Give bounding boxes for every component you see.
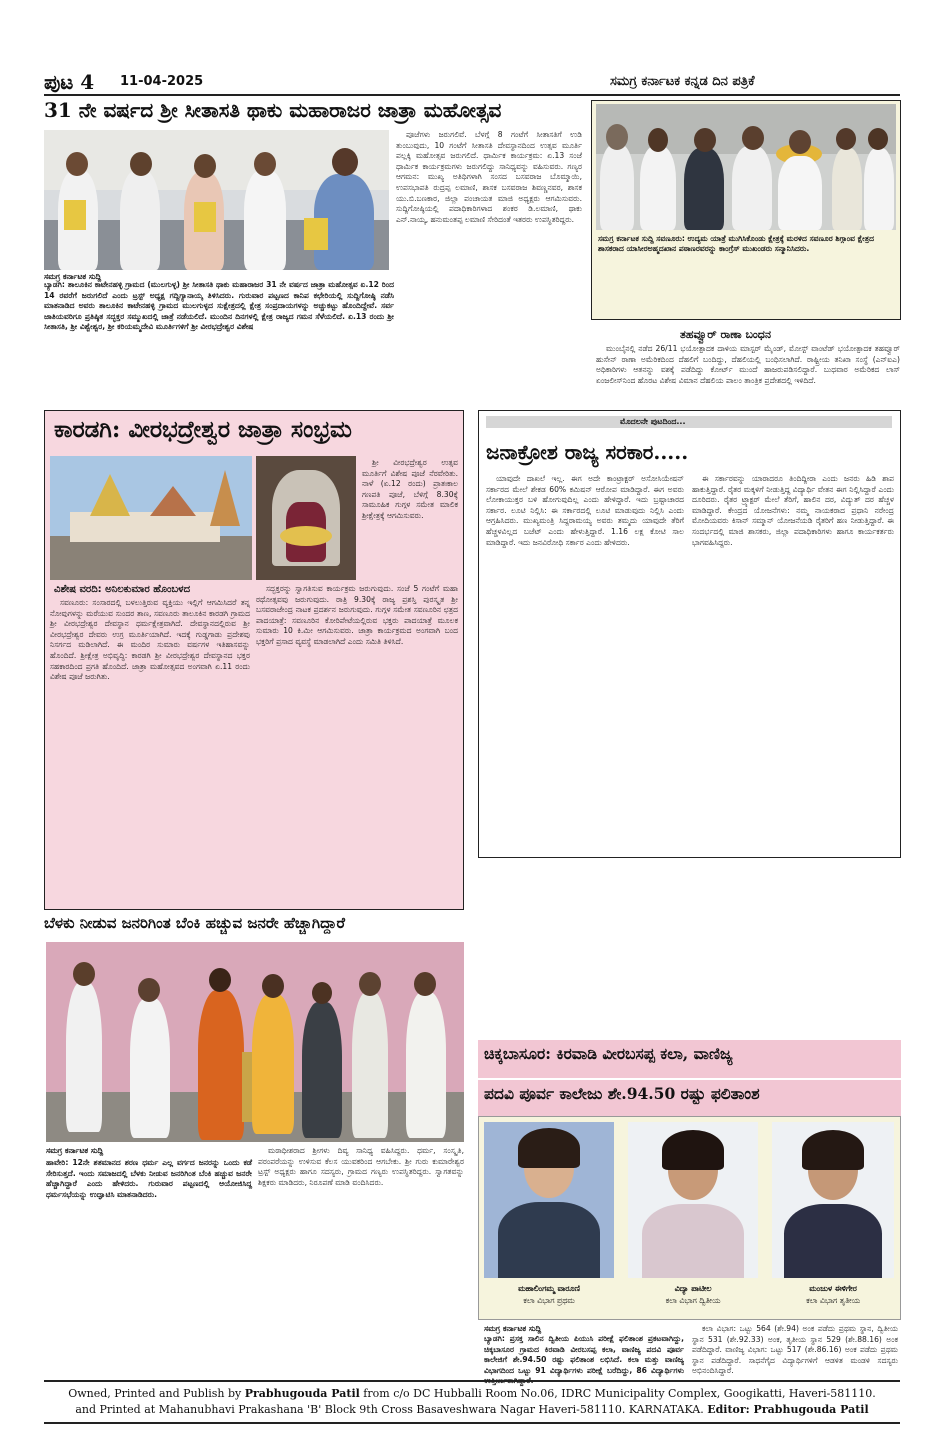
student-photo-1 — [484, 1122, 614, 1278]
story5-headline: ಬೆಳಕು ನೀಡುವ ಜನರಿಗಿಂತ ಬೆಂಕಿ ಹಚ್ಚುವ ಜನರೇ ಹೆಚ್ಚಾಗಿದ್ದಾರೆ — [44, 914, 346, 932]
story4-text-col1: ಯಾವುದೇ ದಾಖಲೆ ಇಲ್ಲ. ಈಗ ಅದೇ ಕಾಂಟ್ರಾಕ್ಟರ್ ಅಸೋಸಿಯೇಷನ್ ಸರ್ಕಾರದ ಮೇಲೆ ಶೇಕಡ 60% ಕಮಿಷನ್ ಆರೋಪ ಮಾಡಿದ್ದಾರೆ. ಈಗ ಅವರು ಲೋಕಾಯುಕ್ತರ ಬಳಿ ಹೋಗುವುದಿಲ್ಲ ಎಂದು ಹೇಳಿದ್ದಾರೆ. ಇದು ಬ್ರಷ್ಟಾಚಾರದ ಸರ್ಕಾರ. ಲೂಟಿ ನಿಲ್ಲಿಸಿ: ಈ ಸರ್ಕಾರದಲ್ಲಿ ಲೂಟಿ ಮಾಡುವುದು ನಿಲ್ಲಿಸಿ ಎಂದು ಆಗ್ರಹಿಸಿದರು. ಮುಖ್ಯಮಂತ್ರಿ ಸಿದ್ದರಾಮಯ್ಯ ಅವರು ತಮ್ಮದು ಯಾವುದೇ ತೆರಿಗೆ ಹೆಚ್ಚಳವಿಲ್ಲದ ಬಜೆಟ್ ಎಂದು ಹೇಳುತ್ತಿದ್ದಾರೆ. 1.16 ಲಕ್ಷ ಕೋಟಿ ಸಾಲ ಮಾಡಿದ್ದಾರೆ. ಇದು ಜನವಿರೋಧಿ ಸರ್ಕಾರ ಎಂದು ಹೇಳಿದರು. — [486, 474, 684, 547]
story3-byline: ವಿಶೇಷ ವರದಿ: ಅನಿಲಕುಮಾರ ಹೊಂಬಳದ — [54, 584, 191, 595]
story6-headline-line2: ಪದವಿ ಪೂರ್ವ ಕಾಲೇಜು ಶೇ.94.50 ರಷ್ಟು ಫಲಿತಾಂಶ — [484, 1084, 760, 1103]
student-3-rank: ಕಲಾ ವಿಭಾಗ ತೃತೀಯ — [806, 1296, 860, 1305]
story1-headline: 31 ನೇ ವರ್ಷದ ಶ್ರೀ ಸೀತಾಸತಿ ಥಾಕು ಮಹಾರಾಜರ ಜಾತ್ರಾ ಮಹೋತ್ಸವ — [44, 98, 502, 122]
story3-text-col1: ಸವಣೂರು: ಸಂಸಾರದಲ್ಲಿ ಬಳಲುತ್ತಿರುವ ವ್ಯಕ್ತಿಯು ಇಲ್ಲಿಗೆ ಆಗಮಿಸಿದರೆ ತನ್ನ ನೋವುಗಳನ್ನು ಮರೆಯುವ ಸುಂದರ ತಾಣ, ಸವಣೂರು ತಾಲೂಕಿನ ಕಾರಡಗಿ ಗ್ರಾಮದ ಶ್ರೀ ವೀರಭದ್ರೇಶ್ವರ ದೇವಸ್ಥಾನ ಧರ್ಮಕ್ಷೇತ್ರವಾಗಿದೆ. ದೇವಸ್ಥಾನದಲ್ಲಿರುವ ಶ್ರೀ ವೀರಭದ್ರೇಶ್ವರ ದೇವರು ಉಗ್ರ ಮೂರ್ತಿಯಾಗಿದೆ. ಇದಕ್ಕೆ ಗುಡ್ಡಗಾಡು ಪ್ರದೇಶವು ನಿಸರ್ಗದ ಮಡಿಲಾಗಿದೆ. ಈ ಮಂದಿರ ಸುಮಾರು ವರ್ಷಗಳ ಇತಿಹಾಸವನ್ನು ಹೊಂದಿದೆ. ಶ್ರೀಕ್ಷೇತ್ರ ಅಭಿವೃದ್ಧಿ: ಕಾರಡಗಿ ಶ್ರೀ ವೀರಭದ್ರೇಶ್ವರ ದೇವಸ್ಥಾನದ ಭಕ್ತರ ಸಹಕಾರದಿಂದ ಪ್ರಗತಿ ಹೊಂದಿದೆ. ಜಾತ್ರಾ ಮಹೋತ್ಸವದ ಅಂಗವಾಗಿ ಏ.11 ರಂದು ವಿಶೇಷ ಪೂಜೆ ಜರುಗಿತು. — [50, 598, 250, 682]
story4-headline: ಜನಾಕ್ರೋಶ ರಾಜ್ಯ ಸರಕಾರ..... — [486, 440, 689, 464]
story4-text-col2: ಈ ಸರ್ಕಾರವನ್ನು ಯಾರಾದರೂ ತಿಂದಿದ್ದೀರಾ ಎಂದು ಜನರು ಹಿಡಿ ಶಾಪ ಹಾಕುತ್ತಿದ್ದಾರೆ. ರೈತರ ಮಕ್ಕಳಿಗೆ ನೀಡುತ್ತಿದ್ದ ವಿದ್ಯಾರ್ಥಿ ವೇತನ ಈಗ ನಿಲ್ಲಿಸಿದ್ದಾರೆ ಎಂದು ದೂರಿದರು. ರೈತರ ಟ್ರ್ಯಾಕ್ಟರ್ ಮೇಲೆ ತೆರಿಗೆ, ಹಾಲಿನ ದರ, ವಿದ್ಯುತ್ ದರ ಹೆಚ್ಚಳ ಮಾಡಿದ್ದಾರೆ. ಕೇಂದ್ರದ ಯೋಜನೆಗಳು: ನಮ್ಮ ನಾಯಕರಾದ ಪ್ರಧಾನಿ ನರೇಂದ್ರ ಮೋದಿಯವರು ಕಿಸಾನ್ ಸಮ್ಮಾನ್ ಯೋಜನೆಯಡಿ ರೈತರಿಗೆ ಹಣ ನೀಡುತ್ತಿದ್ದಾರೆ. ಈ ಸಂದರ್ಭದಲ್ಲಿ ಮಾಜಿ ಶಾಸಕರು, ಜಿಲ್ಲಾ ಪದಾಧಿಕಾರಿಗಳು ಹಾಗೂ ಕಾರ್ಯಕರ್ತರು ಭಾಗವಹಿಸಿದ್ದರು. — [692, 474, 894, 547]
story5-photo — [46, 942, 464, 1142]
imprint-line-1: Owned, Printed and Publish by Prabhugouda Patil from c/o DC Hubballi Room No.06, IDRC Municipality Complex, Googikatti, Haveri-581110. — [68, 1387, 876, 1400]
story6-text-col2: ಕಲಾ ವಿಭಾಗ: ಒಟ್ಟು 564 (ಶೇ.94) ಅಂಕ ಪಡೆದು ಪ್ರಥಮ ಸ್ಥಾನ, ದ್ವಿತೀಯ ಸ್ಥಾನ 531 (ಶೇ.92.33) ಅಂಕ, ತೃತೀಯ ಸ್ಥಾನ 529 (ಶೇ.88.16) ಅಂಕ ಪಡೆದಿದ್ದಾರೆ. ವಾಣಿಜ್ಯ ವಿಭಾಗ: ಒಟ್ಟು 517 (ಶೇ.86.16) ಅಂಕ ಪಡೆದು ಪ್ರಥಮ ಸ್ಥಾನ ಪಡೆದಿದ್ದಾರೆ. ಸಾಧನೆಗೈದ ವಿದ್ಯಾರ್ಥಿಗಳಿಗೆ ಆಡಳಿತ ಮಂಡಳಿ ಸದಸ್ಯರು ಅಭಿನಂದಿಸಿದ್ದಾರೆ. — [692, 1324, 898, 1376]
story5-text-col1: ಹಾವೇರಿ: 12ನೇ ಶತಮಾನದ ಶರಣ ಧರ್ಮ ಎಲ್ಲ ವರ್ಗದ ಜನರನ್ನು ಒಂದು ಕಡೆ ಸೇರಿಸುತ್ತದೆ. ಇಂದು ಸಮಾಜದಲ್ಲಿ ಬೆಳಕು ನೀಡುವ ಜನರಿಗಿಂತ ಬೆಂಕಿ ಹಚ್ಚುವ ಜನರೇ ಹೆಚ್ಚಾಗಿದ್ದಾರೆ ಎಂದು ಹೇಳಿದರು. ಗುರುವಾರ ಪಟ್ಟಣದಲ್ಲಿ ಆಯೋಜಿಸಿದ್ದ ಧರ್ಮಸಭೆಯನ್ನು ಉದ್ಘಾಟಿಸಿ ಮಾತನಾಡಿದರು. — [46, 1158, 252, 1199]
story4-continued-band — [486, 416, 892, 428]
story1-text-col1-wide: ಬ್ಯಾಡಗಿ: ತಾಲೂಕಿನ ಕಾಟೇನಹಳ್ಳಿ ಗ್ರಾಮದ (ಮುಲಗುಳ್ಳ) ಶ್ರೀ ಸೀತಾಸತಿ ಥಾಕು ಮಹಾರಾಜರ 31 ನೇ ವರ್ಷದ ಜಾತ್ರಾ ಮಹೋತ್ಸವ ಏ.12 ರಿಂದ 14 ರವರೆಗೆ ಜರುಗಲಿದೆ ಎಂದು ಟ್ರಸ್ಟ್ ಅಧ್ಯಕ್ಷ ಗದ್ದಿಗ್ಯಾನಾಯ್ಕ ತಿಳಿಸಿದರು. ಗುರುವಾರ ಪಟ್ಟಣದ ಕಾನಿಪ ಕಛೇರಿಯಲ್ಲಿ ಸುದ್ದಿಗೋಷ್ಠಿ ನಡೆಸಿ ಮಾತನಾಡಿದ ಅವರು ತಾಲೂಕಿನ ಕಾಟೇನಹಳ್ಳಿ ಗ್ರಾಮದ ಮುಲಗುಳ್ಳದ ಸುಕ್ಷೇತ್ರದಲ್ಲಿ ಕ್ಷೇತ್ರ ಸಂಪ್ರದಾಯಗಳನ್ನು ಅಚ್ಚುಕಟ್ಟು ಹೊಂದಿದ್ದೇವೆ. ಸರ್ವ ಜಾತಿಯವರಿಗೂ ಪ್ರತಿಷ್ಠಿತ ಸದ್ಭಕ್ತರ ಸಮ್ಮುಖದಲ್ಲಿ ಜಾತ್ರೆ ನಡೆಯಲಿದೆ. ಮುಂದಿನ ದಿನಗಳಲ್ಲಿ ಕ್ಷೇತ್ರ ರಾಜ್ಯದ ಗಮನ ಸೆಳೆಯಲಿದೆ. ಏ.13 ರಂದು ಶ್ರೀ ಸೀತಾಸತಿ, ಶ್ರೀ ವಿಶ್ವೇಶ್ವರ, ಶ್ರೀ ಕರಿಯಮ್ಮದೇವಿ ಮೂರ್ತಿಗಳಿಗೆ ಶ್ರೀ ವೀರಭದ್ರೇಶ್ವರ ವಿಶೇಷ — [44, 280, 394, 332]
story6-byline: ಸಮಗ್ರ ಕರ್ನಾಟಕ ಸುದ್ದಿ — [484, 1324, 542, 1333]
story4-continued-label: ಮೊದಲನೇ ಪುಟದಿಂದ... — [620, 417, 686, 426]
story3-deity-photo — [256, 456, 356, 580]
page-number: ಪುಟ 4 — [44, 70, 95, 94]
student-3-name: ಮಂಜುಳ ಈಳಿಗೇರ — [809, 1284, 857, 1293]
student-1-rank: ಕಲಾ ವಿಭಾಗ ಪ್ರಥಮ — [523, 1296, 575, 1305]
story1-text-col2: ಪೂಜೆಗಳು ಜರುಗಲಿವೆ. ಬೆಳಗ್ಗೆ 8 ಗಂಟೆಗೆ ಸೀತಾಸತಿಗೆ ಉಡಿ ತುಂಬುವುದು, 10 ಗಂಟೆಗೆ ಸೀತಾಸತಿ ದೇವಸ್ಥಾನದಿಂದ ಉತ್ಸವ ಮೂರ್ತಿ ಪಲ್ಲಕ್ಕಿ ಮಹೋತ್ಸವ ಜರುಗಲಿದೆ. ಧಾರ್ಮಿಕ ಕಾರ್ಯಕ್ರಮ: ಏ.13 ಸಂಜೆ ಧಾರ್ಮಿಕ ಕಾರ್ಯಕ್ರಮಗಳು ಜರುಗಲಿದ್ದು ಸಾನಿಧ್ಯವನ್ನು ವಹಿಸುವರು. ಗಣ್ಯರ ಆಗಮನ: ಮುಖ್ಯ ಅತಿಥಿಗಳಾಗಿ ಸಂಸದ ಬಸವರಾಜ ಬೊಮ್ಮಾಯಿ, ಉಪಸಭಾಪತಿ ರುದ್ರಪ್ಪ ಲಮಾಣಿ, ಶಾಸಕ ಬಸವರಾಜ ಶಿವಣ್ಣನವರ, ಶಾಸಕ ಯು.ಬಿ.ಬಣಕಾರ, ಜಿಲ್ಲಾ ಪಂಚಾಯತ ಮಾಜಿ ಅಧ್ಯಕ್ಷರು ಆಗಮಿಸುವರು. ಸುದ್ದಿಗೋಷ್ಠಿಯಲ್ಲಿ ಪದಾಧಿಕಾರಿಗಳಾದ ಶಂಕರ ಡಿ.ಲಮಾಣಿ, ಥಾಕು ಎನ್.ನಾಯ್ಕ, ಹನುಮಂತಪ್ಪ ಲಮಾಣಿ ಸೇರಿದಂತೆ ಇತರರು ಉಪಸ್ಥಿತರಿದ್ದರು. — [396, 130, 582, 224]
footer-rule-bottom — [44, 1422, 900, 1424]
story2-title: ತಹವ್ವೂರ್ ರಾಣಾ ಬಂಧನ — [680, 328, 772, 341]
footer-rule-top — [44, 1380, 900, 1382]
story1-photo — [44, 130, 389, 270]
story3-headline: ಕಾರಡಗಿ: ವೀರಭದ್ರೇಶ್ವರ ಜಾತ್ರಾ ಸಂಭ್ರಮ — [54, 416, 352, 443]
student-photo-2 — [628, 1122, 758, 1278]
student-2-name: ವಿದ್ಯಾ ಪಾಟೀಲ — [674, 1284, 712, 1293]
student-2-rank: ಕಲಾ ವಿಭಾಗ ದ್ವಿತೀಯ — [665, 1296, 721, 1305]
story3-side-text: ಶ್ರೀ ವೀರಭದ್ರೇಶ್ವರ ಉತ್ಸವ ಮೂರ್ತಿಗೆ ವಿಶೇಷ ಪೂಜೆ ನೆರವೇರಿತು. ನಾಳೆ (ಏ.12 ರಂದು) ಪ್ರಾತಃಕಾಲ ಗಣಪತಿ ಪೂಜೆ, ಬೆಳಿಗ್ಗೆ 8.30ಕ್ಕೆ ಸಾಮೂಹಿಕ ಗುಗ್ಗಳ ಸಮೇತ ಮಾಲಿಕ ಶ್ರೀಕ್ಷೇತ್ರಕ್ಕೆ ಆಗಮಿಸುವರು. — [362, 458, 458, 520]
story3-text-col2: ಸದ್ಭಕ್ತರನ್ನು ಸ್ವಾಗತಿಸುವ ಕಾರ್ಯಕ್ರಮ ಜರುಗುವುದು. ಸಂಜೆ 5 ಗಂಟೆಗೆ ಮಹಾ ರಥೋತ್ಸವವು ಜರುಗುವುದು. ರಾತ್ರಿ 9.30ಕ್ಕೆ ರಾಜ್ಯ ಪ್ರಶಸ್ತಿ ಪುರಸ್ಕೃತ ಶ್ರೀ ಬಸವರಾಜೇಂದ್ರ ನಾಟಕ ಪ್ರದರ್ಶನ ಜರುಗುವುದು. ಗುಗ್ಗಳ ಸಮೇತ ಸವಣೂರಿನ ಛತ್ರದ ಪಾದಯಾತ್ರೆ: ಸವಣೂರಿನ ಕೋರಿಪೇಟೆಯಲ್ಲಿರುವ ಭಕ್ತರು ಪಾದಯಾತ್ರೆ ಮೂಲಕ ಸುಮಾರು 10 ಕಿ.ಮೀ ಆಗಮಿಸುವರು. ಜಾತ್ರಾ ಕಾರ್ಯಕ್ರಮದ ಅಂಗವಾಗಿ ಬಂದ ಭಕ್ತರಿಗೆ ಪ್ರಸಾದ ವ್ಯವಸ್ಥೆ ಮಾಡಲಾಗಿದೆ ಎಂದು ಸಮಿತಿ ತಿಳಿಸಿದೆ. — [256, 584, 458, 646]
story2-caption: ಸಮಗ್ರ ಕರ್ನಾಟಕ ಸುದ್ದಿ ಸವಣೂರು: ಉದ್ಯಮ ಯಾತ್ರೆ ಮುಗಿಸಿಕೊಂಡು ಕ್ಷೇತ್ರಕ್ಕೆ ಮರಳಿದ ಸವಣೂರ ಶಿಗ್ಗಾಂವ ಕ್ಷೇತ್ರದ ಶಾಸಕರಾದ ಯಾಸೀರಅಹ್ಮದಖಾನ ಪಠಾಣರವರನ್ನು ಕಾಂಗ್ರೆಸ್ ಮುಖಂಡರು ಸನ್ಮಾನಿಸಿದರು. — [598, 234, 874, 254]
student-photo-3 — [772, 1122, 894, 1278]
header-rule — [44, 94, 900, 96]
story6-headline-line1: ಚಿಕ್ಕಬಾಸೂರ: ಕಿರವಾಡಿ ವೀರಬಸಪ್ಪ ಕಲಾ, ವಾಣಿಜ್ಯ — [484, 1044, 733, 1063]
story6-text-col1: ಬ್ಯಾಡಗಿ: ಪ್ರಸಕ್ತ ಸಾಲಿನ ದ್ವಿತೀಯ ಪಿಯುಸಿ ಪರೀಕ್ಷೆ ಫಲಿತಾಂಶ ಪ್ರಕಟವಾಗಿದ್ದು, ಚಿಕ್ಕಬಾಸೂರ ಗ್ರಾಮದ ಕಿರವಾಡಿ ವೀರಬಸಪ್ಪ ಕಲಾ, ವಾಣಿಜ್ಯ ಪದವಿ ಪೂರ್ವ ಕಾಲೇಜಿಗೆ ಶೇ.94.50 ರಷ್ಟು ಫಲಿತಾಂಶ ಲಭಿಸಿದೆ. ಕಲಾ ಮತ್ತು ವಾಣಿಜ್ಯ ವಿಭಾಗದಿಂದ ಒಟ್ಟು 91 ವಿದ್ಯಾರ್ಥಿಗಳು ಪರೀಕ್ಷೆ ಬರೆದಿದ್ದು, 86 ವಿದ್ಯಾರ್ಥಿಗಳು — [484, 1334, 684, 1375]
student-1-name: ಮಹಾಲಿಂಗಮ್ಮ ವಾರೂಣಿ — [518, 1284, 580, 1293]
story1-byline: ಸಮಗ್ರ ಕರ್ನಾಟಕ ಸುದ್ದಿ — [44, 272, 102, 281]
story3-temple-photo — [50, 456, 252, 580]
imprint-line-2: and Printed at Mahanubhavi Prakashana 'B' Block 9th Cross Basaveshwara Nagar Haveri-581110. KARNATAKA. Editor: Prabhugouda Patil — [75, 1403, 869, 1416]
newspaper-title: ಸಮಗ್ರ ಕರ್ನಾಟಕ ಕನ್ನಡ ದಿನ ಪತ್ರಿಕೆ — [610, 74, 755, 89]
story5-byline: ಸಮಗ್ರ ಕರ್ನಾಟಕ ಸುದ್ದಿ — [46, 1146, 104, 1155]
story2-photo — [596, 104, 896, 230]
issue-date: 11-04-2025 — [120, 74, 204, 89]
story2-text: ಮುಂಬೈನಲ್ಲಿ ನಡೆದ 26/11 ಭಯೋತ್ಪಾದಕ ದಾಳಿಯ ಮಾಸ್ಟರ್ ಮೈಂಡ್, ಮೋಸ್ಟ್ ವಾಂಟೆಡ್ ಭಯೋತ್ಪಾದಕ ತಹವ್ವೂರ್ ಹುಸೇನ್ ರಾಣಾ ಅಮೆರಿಕದಿಂದ ದೆಹಲಿಗೆ ಬಂದಿದ್ದು, ದೆಹಲಿಯಲ್ಲಿ ಬಂಧಿಸಲಾಗಿದೆ. ರಾಷ್ಟ್ರೀಯ ತನಿಖಾ ಸಂಸ್ಥೆ (ಎನ್ಐಎ) ಅಧಿಕಾರಿಗಳು ಆತನನ್ನು ವಶಕ್ಕೆ ಪಡೆದಿದ್ದು ಕೋರ್ಟ್ ಮುಂದೆ ಹಾಜರುಪಡಿಸಲಿದ್ದಾರೆ. ಬುಧವಾರ ಅಮೆರಿಕದ ಲಾಸ್ ಏಂಜಲೀಸ್‌ನಿಂದ ಹೊರಟ ವಿಶೇಷ ವಿಮಾನ ದೆಹಲಿಯ ಪಾಲಂ ತಾಂತ್ರಿಕ ಪ್ರದೇಶದಲ್ಲಿ ಇಳಿದಿದೆ. — [596, 344, 900, 385]
story5-text-col2: ಮಠಾಧೀಶರಾದ ಶ್ರೀಗಳು ದಿವ್ಯ ಸಾನಿಧ್ಯ ವಹಿಸಿದ್ದರು. ಧರ್ಮ, ಸಂಸ್ಕೃತಿ, ಪರಂಪರೆಯನ್ನು ಉಳಿಸುವ ಕೆಲಸ ಯುವಕರಿಂದ ಆಗಬೇಕು. ಶ್ರೀ ಗುರು ಕುಮಾರೇಶ್ವರ ಟ್ರಸ್ಟ್ ಅಧ್ಯಕ್ಷರು ಹಾಗೂ ಸದಸ್ಯರು, ಗ್ರಾಮದ ಗಣ್ಯರು ಉಪಸ್ಥಿತರಿದ್ದರು. ಸ್ವಾಗತವನ್ನು ಶಿಕ್ಷಕರು ಮಾಡಿದರು, ನಿರೂಪಣೆ ಮಾಡಿ ವಂದಿಸಿದರು. — [258, 1146, 464, 1187]
